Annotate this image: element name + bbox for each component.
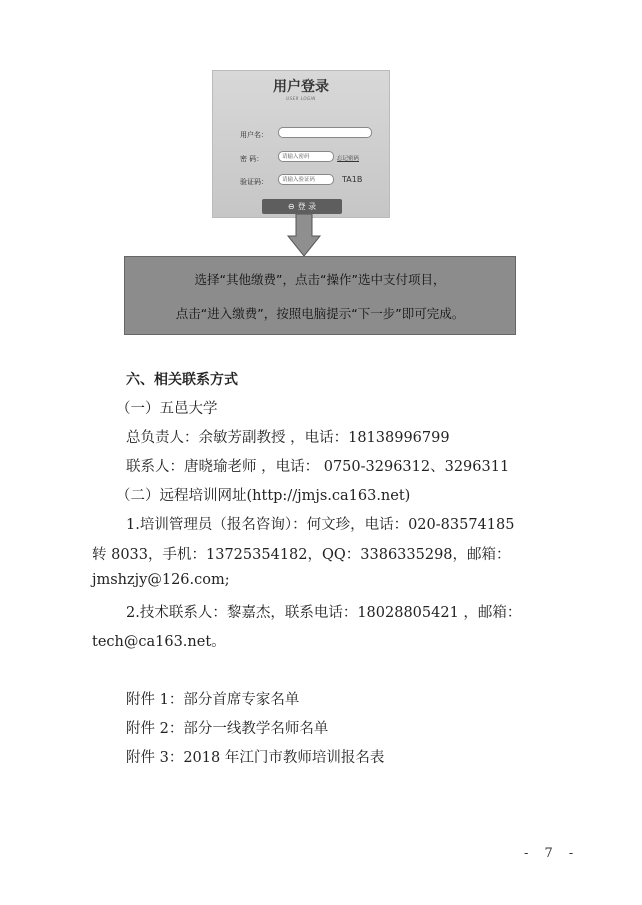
username-label: 用户名：	[240, 131, 268, 139]
login-icon: ⊖	[287, 202, 295, 211]
admin-line-1: 1.培训管理员（报名咨询）：何文珍，电话：020-83574185	[126, 517, 515, 533]
tech-line-1: 2.技术联系人：黎嘉杰，联系电话：18028805421 ，邮箱：	[126, 605, 522, 621]
contact-person: 联系人：唐晓瑜老师 ，电话： 0750-3296312、3296311	[126, 459, 510, 475]
captcha-code: TA1B	[342, 175, 363, 184]
username-field[interactable]	[278, 127, 372, 138]
tech-email[interactable]: tech@ca163.net。	[92, 634, 226, 650]
login-button-label: 登 录	[297, 202, 317, 211]
login-button[interactable]	[262, 199, 342, 214]
down-arrow-icon	[286, 214, 322, 258]
page-number: - 7 -	[524, 846, 580, 861]
attachment-3: 附件 3：2018 年江门市教师培训报名表	[126, 750, 385, 766]
instruction-box	[124, 256, 516, 335]
subsection-wuyi: （一）五邑大学	[116, 401, 218, 417]
captcha-label: 验证码：	[240, 178, 268, 186]
password-label: 密 码：	[240, 155, 264, 163]
responsible-person: 总负责人：余敏芳副教授 ，电话：18138996799	[126, 430, 450, 446]
admin-line-2: 转 8033，手机：13725354182，QQ：3386335298，邮箱：	[92, 547, 511, 563]
instruction-line-2: 点击“进入缴费”，按照电脑提示“下一步”即可完成。	[175, 306, 465, 321]
admin-email[interactable]: jmshzjy@126.com;	[92, 572, 230, 588]
attachment-2: 附件 2：部分一线教学名师名单	[126, 721, 329, 737]
forgot-password-link[interactable]: 忘记密码	[337, 156, 360, 162]
password-field[interactable]: 请输入密码	[278, 151, 334, 162]
login-screenshot	[212, 70, 390, 218]
login-title: 用户登录	[273, 79, 329, 95]
login-subtitle: USER LOGIN	[286, 96, 316, 101]
attachment-1: 附件 1：部分首席专家名单	[126, 692, 300, 708]
instruction-line-1: 选择“其他缴费”，点击“操作”选中支付项目，	[194, 272, 446, 287]
captcha-field[interactable]: 请输入验证码	[278, 174, 334, 185]
section-heading: 六、相关联系方式	[126, 372, 238, 388]
subsection-remote: （二）远程培训网址(http://jmjs.ca163.net)	[116, 488, 411, 504]
